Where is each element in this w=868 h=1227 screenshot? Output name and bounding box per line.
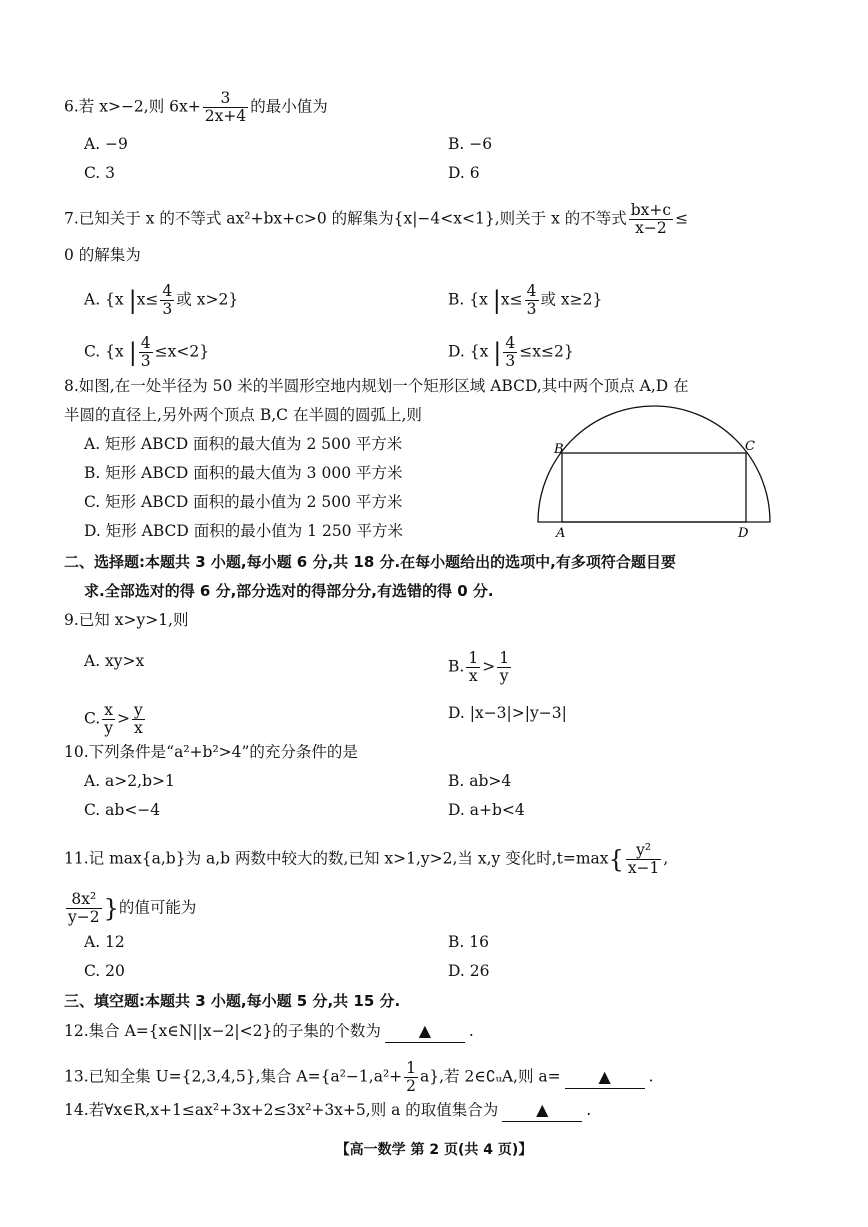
q7-c-bar: | (128, 338, 137, 367)
q6-option-c: C. 3 (84, 164, 116, 182)
q7-stem-line2: 0 的解集为 (64, 246, 141, 264)
label-b: B (554, 442, 564, 457)
q7-a-bar: | (128, 286, 137, 315)
q7-b-part1: B. {x (448, 290, 488, 309)
q7-c-part1: C. {x (84, 342, 124, 361)
q7-a-frac-num: 4 (162, 282, 173, 300)
q11-stem-line1 (64, 842, 668, 877)
q10-stem: 10.下列条件是“a²+b²>4”的充分条件的是 (64, 743, 358, 761)
q7-b-frac (525, 283, 539, 318)
q9-b-num1: 1 (468, 649, 479, 667)
q7-c-frac-den: 3 (140, 352, 151, 370)
q9-c-den2: x (134, 719, 143, 737)
q7-b-frac-den: 3 (526, 300, 537, 318)
q11-brace-close: } (103, 894, 119, 923)
q10-option-a: A. a>2,b>1 (84, 772, 175, 790)
q9-c-label: C. (84, 709, 101, 728)
q12-end: . (468, 1022, 474, 1040)
q13-frac (404, 1060, 418, 1095)
q8-option-b: B. 矩形 ABCD 面积的最大值为 3 000 平方米 (84, 464, 403, 482)
q13-stem (64, 1060, 654, 1095)
q9-b-frac1 (466, 650, 480, 685)
q13-answer-blank[interactable] (565, 1066, 645, 1089)
q8-stem-line1: 8.如图,在一处半径为 50 米的半圆形空地内规划一个矩形区域 ABCD,其中两个顶点 A,D 在 (64, 377, 689, 395)
q11-frac1 (626, 842, 662, 877)
q10-option-c: C. ab<−4 (84, 801, 161, 819)
q7-frac-den: x−2 (635, 219, 667, 237)
q13-stem-b: a},若 2∈∁ᵤA,则 a= (420, 1067, 561, 1086)
q7-c-frac-num: 4 (140, 334, 151, 352)
rectangle-abcd (562, 453, 746, 522)
q9-b-den2: y (499, 667, 509, 685)
semicircle-rectangle-figure (532, 398, 776, 540)
q6-option-a: A. −9 (84, 135, 128, 153)
q9-b-num2: 1 (499, 649, 510, 667)
q13-frac-num: 1 (406, 1059, 417, 1077)
q7-option-a (84, 283, 238, 318)
q7-a-frac (160, 283, 174, 318)
q9-c-op: > (117, 709, 130, 728)
q7-fraction (629, 202, 673, 237)
q11-stem-line2 (64, 891, 196, 926)
q11-option-c: C. 20 (84, 962, 125, 980)
q6-option-d: D. 6 (448, 164, 480, 182)
q13-end: . (648, 1067, 654, 1086)
q11-frac2-den: y−2 (68, 908, 100, 926)
q7-c-frac (139, 335, 153, 370)
section-3-heading: 三、填空题:本题共 3 小题,每小题 5 分,共 15 分. (64, 992, 401, 1010)
q7-b-bar: | (492, 286, 501, 315)
q6-frac-den: 2x+4 (204, 107, 247, 125)
q7-option-b (448, 283, 602, 318)
q7-b-frac-num: 4 (526, 282, 537, 300)
q9-c-num1: x (102, 702, 115, 720)
q11-option-a: A. 12 (84, 933, 125, 951)
q7-stem-a: 7.已知关于 x 的不等式 ax²+bx+c>0 的解集为{x|−4<x<1},则关于 x 的不等式 (64, 209, 627, 228)
q7-stem-b: ≤ (675, 209, 689, 228)
q7-option-d (448, 335, 574, 370)
q9-stem: 9.已知 x>y>1,则 (64, 611, 189, 629)
q7-d-frac (503, 335, 517, 370)
q6-fraction (203, 90, 248, 125)
q9-c-num2: y (134, 701, 143, 719)
triangle-icon: ▲ (418, 1021, 432, 1040)
q11-stem-b: 的值可能为 (118, 898, 197, 917)
q9-b-frac2 (497, 650, 511, 685)
page-footer: 【高一数学 第 2 页(共 4 页)】 (335, 1142, 533, 1158)
q9-c-frac1 (102, 702, 115, 737)
q14-text: 14.若∀x∈R,x+1≤ax²+3x+2≤3x²+3x+5,则 a 的取值集合为 (64, 1101, 499, 1119)
q14-end: . (586, 1101, 592, 1119)
semicircle-arc (538, 406, 770, 522)
q12-answer-blank[interactable] (385, 1020, 465, 1043)
q11-frac2-num: 8x² (66, 891, 102, 909)
q9-option-c (84, 702, 147, 737)
q9-c-frac2 (132, 702, 145, 737)
q11-comma: , (663, 849, 669, 868)
q9-option-a: A. xy>x (84, 652, 145, 670)
section-2-heading-line1: 二、选择题:本题共 3 小题,每小题 6 分,共 18 分.在每小题给出的选项中,有多项符合题目要 (64, 553, 676, 571)
q9-b-label: B. (448, 657, 465, 676)
q12-text: 12.集合 A={x∈N||x−2|<2}的子集的个数为 (64, 1022, 381, 1040)
q7-d-part1: D. {x (448, 342, 489, 361)
triangle-icon: ▲ (598, 1066, 611, 1086)
q7-c-part2: ≤x<2} (154, 342, 210, 361)
q14-answer-blank[interactable] (502, 1099, 582, 1122)
q7-a-frac-den: 3 (162, 300, 173, 318)
question-6-stem (64, 90, 328, 125)
q7-a-part1: A. {x (84, 290, 124, 309)
q7-b-part3: 或 x≥2} (540, 290, 603, 309)
q7-option-c (84, 335, 209, 370)
q9-b-op: > (482, 657, 496, 676)
q11-option-b: B. 16 (448, 933, 489, 951)
q7-d-frac-den: 3 (505, 352, 516, 370)
q6-stem-b: 的最小值为 (250, 97, 328, 116)
q14-stem (64, 1099, 591, 1122)
q7-frac-num: bx+c (630, 201, 672, 219)
q9-option-b (448, 650, 513, 685)
q11-option-d: D. 26 (448, 962, 490, 980)
q7-d-frac-num: 4 (505, 334, 516, 352)
q7-d-part2: ≤x≤2} (519, 342, 574, 361)
q7-b-part2: x≤ (500, 290, 523, 309)
question-7-stem (64, 202, 688, 237)
q8-stem-line2: 半圆的直径上,另外两个顶点 B,C 在半圆的圆弧上,则 (64, 406, 422, 424)
q10-option-b: B. ab>4 (448, 772, 512, 790)
q6-option-b: B. −6 (448, 135, 493, 153)
q7-a-part2: x≤ (136, 290, 159, 309)
q9-c-den1: y (104, 719, 113, 737)
section-2-heading-line2: 求.全部选对的得 6 分,部分选对的得部分分,有选错的得 0 分. (84, 582, 494, 600)
q11-stem-a: 11.记 max{a,b}为 a,b 两数中较大的数,已知 x>1,y>2,当 x,y 变化时,t=max (64, 849, 609, 868)
q10-option-d: D. a+b<4 (448, 801, 525, 819)
q8-option-c: C. 矩形 ABCD 面积的最小值为 2 500 平方米 (84, 493, 403, 511)
q11-frac1-num: y² (626, 842, 662, 860)
q7-a-part3: 或 x>2} (176, 290, 239, 309)
q11-brace-open: { (608, 845, 624, 874)
q8-option-d: D. 矩形 ABCD 面积的最小值为 1 250 平方米 (84, 522, 403, 540)
triangle-icon: ▲ (536, 1100, 549, 1119)
label-a: A (556, 526, 566, 540)
q11-frac1-den: x−1 (627, 859, 660, 877)
q8-option-a: A. 矩形 ABCD 面积的最大值为 2 500 平方米 (84, 435, 403, 453)
q6-stem-a: 6.若 x>−2,则 6x+ (64, 97, 201, 116)
label-d: D (738, 526, 749, 540)
q13-stem-a: 13.已知全集 U={2,3,4,5},集合 A={a²−1,a²+ (64, 1067, 403, 1086)
q9-b-den1: x (468, 667, 478, 685)
q13-frac-den: 2 (406, 1077, 417, 1095)
label-c: C (745, 439, 755, 454)
q6-frac-num: 3 (203, 90, 248, 108)
q12-stem (64, 1020, 474, 1043)
q9-option-d: D. |x−3|>|y−3| (448, 704, 567, 722)
q11-frac2 (66, 891, 102, 926)
q7-d-bar: | (493, 338, 502, 367)
